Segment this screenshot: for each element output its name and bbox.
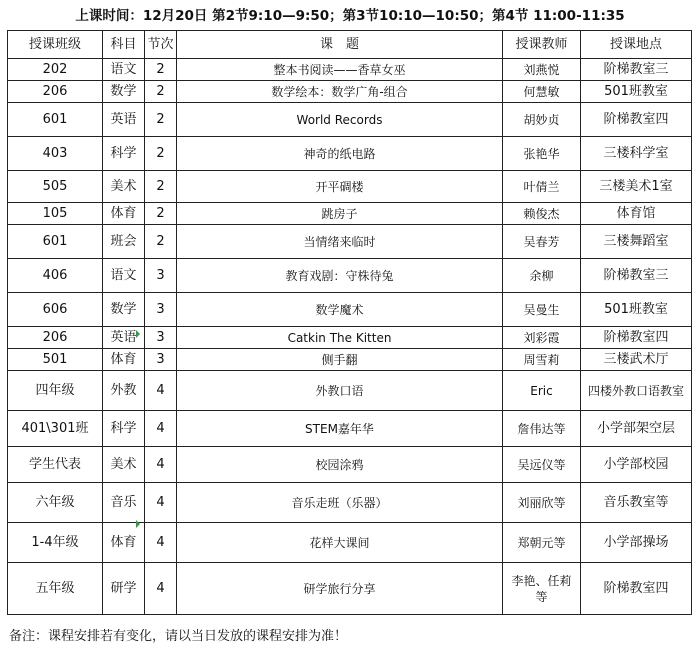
column-header-topic: 课 题 xyxy=(177,31,503,59)
cell-class: 406 xyxy=(8,259,103,293)
cell-teacher: 刘丽欣等 xyxy=(503,483,581,523)
cell-teacher: 刘彩霞 xyxy=(503,327,581,349)
footnote: 备注：课程安排若有变化，请以当日发放的课程安排为准！ xyxy=(9,629,348,644)
cell-topic: 数学绘本：数学广角-组合 xyxy=(177,81,503,103)
cell-class: 四年级 xyxy=(8,371,103,411)
cell-place: 501班教室 xyxy=(581,81,692,103)
cell-class: 1-4年级 xyxy=(8,523,103,563)
cell-period: 4 xyxy=(145,411,177,447)
cell-period: 2 xyxy=(145,137,177,171)
cell-place: 小学部操场 xyxy=(581,523,692,563)
cell-class: 五年级 xyxy=(8,563,103,615)
cell-class: 学生代表 xyxy=(8,447,103,483)
cell-place: 小学部校园 xyxy=(581,447,692,483)
class-schedule-table xyxy=(7,30,692,615)
table-row xyxy=(8,293,692,327)
cell-teacher: 吴春芳 xyxy=(503,225,581,259)
cell-class: 206 xyxy=(8,327,103,349)
cell-subject: 科学 xyxy=(103,411,145,447)
column-header-teacher: 授课教师 xyxy=(503,31,581,59)
cell-subject: 语文 xyxy=(103,259,145,293)
cell-period: 4 xyxy=(145,523,177,563)
green-mark-icon xyxy=(136,330,140,338)
cell-subject: 班会 xyxy=(103,225,145,259)
cell-teacher: Eric xyxy=(503,371,581,411)
cell-class: 401\301班 xyxy=(8,411,103,447)
table-row xyxy=(8,447,692,483)
cell-place: 阶梯教室四 xyxy=(581,563,692,615)
cell-subject: 数学 xyxy=(103,81,145,103)
cell-teacher: 叶倩兰 xyxy=(503,171,581,203)
column-header-class: 授课班级 xyxy=(8,31,103,59)
cell-subject: 外教 xyxy=(103,371,145,411)
cell-place: 音乐教室等 xyxy=(581,483,692,523)
cell-teacher: 余柳 xyxy=(503,259,581,293)
cell-place: 小学部架空层 xyxy=(581,411,692,447)
table-row xyxy=(8,327,692,349)
cell-topic: 音乐走班（乐器） xyxy=(177,483,503,523)
cell-period: 4 xyxy=(145,371,177,411)
table-row xyxy=(8,411,692,447)
cell-place: 三楼舞蹈室 xyxy=(581,225,692,259)
table-row xyxy=(8,137,692,171)
cell-class: 606 xyxy=(8,293,103,327)
table-row xyxy=(8,371,692,411)
cell-subject: 语文 xyxy=(103,59,145,81)
cell-teacher: 詹伟达等 xyxy=(503,411,581,447)
cell-subject: 英语 xyxy=(103,103,145,137)
cell-teacher: 李艳、任莉等 xyxy=(503,563,581,615)
cell-subject: 研学 xyxy=(103,563,145,615)
cell-place: 501班教室 xyxy=(581,293,692,327)
cell-teacher: 胡妙贞 xyxy=(503,103,581,137)
table-row xyxy=(8,483,692,523)
cell-period: 2 xyxy=(145,203,177,225)
table-row xyxy=(8,349,692,371)
green-mark-icon xyxy=(136,520,140,528)
cell-topic: 跳房子 xyxy=(177,203,503,225)
cell-period: 4 xyxy=(145,483,177,523)
cell-topic: 整本书阅读——香草女巫 xyxy=(177,59,503,81)
cell-topic: 研学旅行分享 xyxy=(177,563,503,615)
cell-topic: 侧手翻 xyxy=(177,349,503,371)
table-header-row xyxy=(8,31,692,59)
cell-subject: 科学 xyxy=(103,137,145,171)
cell-place: 三楼武术厅 xyxy=(581,349,692,371)
cell-subject: 音乐 xyxy=(103,483,145,523)
cell-topic: Catkin The Kitten xyxy=(177,327,503,349)
cell-period: 2 xyxy=(145,103,177,137)
cell-period: 3 xyxy=(145,293,177,327)
cell-place: 三楼美术1室 xyxy=(581,171,692,203)
cell-topic: STEM嘉年华 xyxy=(177,411,503,447)
cell-period: 4 xyxy=(145,447,177,483)
cell-subject: 美术 xyxy=(103,171,145,203)
cell-teacher: 刘燕悦 xyxy=(503,59,581,81)
cell-topic: 花样大课间 xyxy=(177,523,503,563)
schedule-heading: 上课时间：12月20日 第2节9:10—9:50；第3节10:10—10:50；第4节 11:00-11:35 xyxy=(75,8,625,24)
cell-subject: 体育 xyxy=(103,349,145,371)
cell-class: 501 xyxy=(8,349,103,371)
table-row xyxy=(8,171,692,203)
cell-place: 阶梯教室四 xyxy=(581,327,692,349)
column-header-subject: 科目 xyxy=(103,31,145,59)
cell-topic: 教育戏剧：守株待兔 xyxy=(177,259,503,293)
cell-place: 阶梯教室三 xyxy=(581,259,692,293)
cell-place: 阶梯教室三 xyxy=(581,59,692,81)
cell-class: 601 xyxy=(8,225,103,259)
cell-subject: 美术 xyxy=(103,447,145,483)
table-row xyxy=(8,523,692,563)
cell-place: 三楼科学室 xyxy=(581,137,692,171)
cell-topic: 神奇的纸电路 xyxy=(177,137,503,171)
cell-topic: 开平碉楼 xyxy=(177,171,503,203)
cell-place: 体育馆 xyxy=(581,203,692,225)
cell-place: 四楼外教口语教室 xyxy=(581,371,692,411)
cell-teacher: 赖俊杰 xyxy=(503,203,581,225)
cell-period: 3 xyxy=(145,349,177,371)
cell-topic: 校园涂鸦 xyxy=(177,447,503,483)
cell-period: 2 xyxy=(145,59,177,81)
cell-teacher: 周雪莉 xyxy=(503,349,581,371)
table-row xyxy=(8,563,692,615)
cell-class: 105 xyxy=(8,203,103,225)
cell-subject: 数学 xyxy=(103,293,145,327)
cell-period: 3 xyxy=(145,259,177,293)
cell-teacher: 张艳华 xyxy=(503,137,581,171)
cell-teacher: 郑朝元等 xyxy=(503,523,581,563)
table-row xyxy=(8,59,692,81)
cell-subject: 英语 xyxy=(103,327,145,349)
cell-teacher: 吴远仪等 xyxy=(503,447,581,483)
table-row xyxy=(8,203,692,225)
column-header-period: 节次 xyxy=(145,31,177,59)
cell-class: 403 xyxy=(8,137,103,171)
cell-class: 六年级 xyxy=(8,483,103,523)
cell-topic: World Records xyxy=(177,103,503,137)
table-row xyxy=(8,81,692,103)
table-row xyxy=(8,103,692,137)
cell-class: 505 xyxy=(8,171,103,203)
cell-class: 206 xyxy=(8,81,103,103)
cell-teacher: 吴曼生 xyxy=(503,293,581,327)
cell-period: 2 xyxy=(145,225,177,259)
cell-period: 3 xyxy=(145,327,177,349)
cell-class: 202 xyxy=(8,59,103,81)
cell-place: 阶梯教室四 xyxy=(581,103,692,137)
cell-class: 601 xyxy=(8,103,103,137)
cell-period: 2 xyxy=(145,171,177,203)
table-row xyxy=(8,225,692,259)
cell-teacher: 何慧敏 xyxy=(503,81,581,103)
cell-topic: 外教口语 xyxy=(177,371,503,411)
cell-period: 2 xyxy=(145,81,177,103)
cell-subject: 体育 xyxy=(103,203,145,225)
column-header-place: 授课地点 xyxy=(581,31,692,59)
table-row xyxy=(8,259,692,293)
cell-subject: 体育 xyxy=(103,523,145,563)
cell-topic: 当情绪来临时 xyxy=(177,225,503,259)
cell-period: 4 xyxy=(145,563,177,615)
cell-topic: 数学魔术 xyxy=(177,293,503,327)
